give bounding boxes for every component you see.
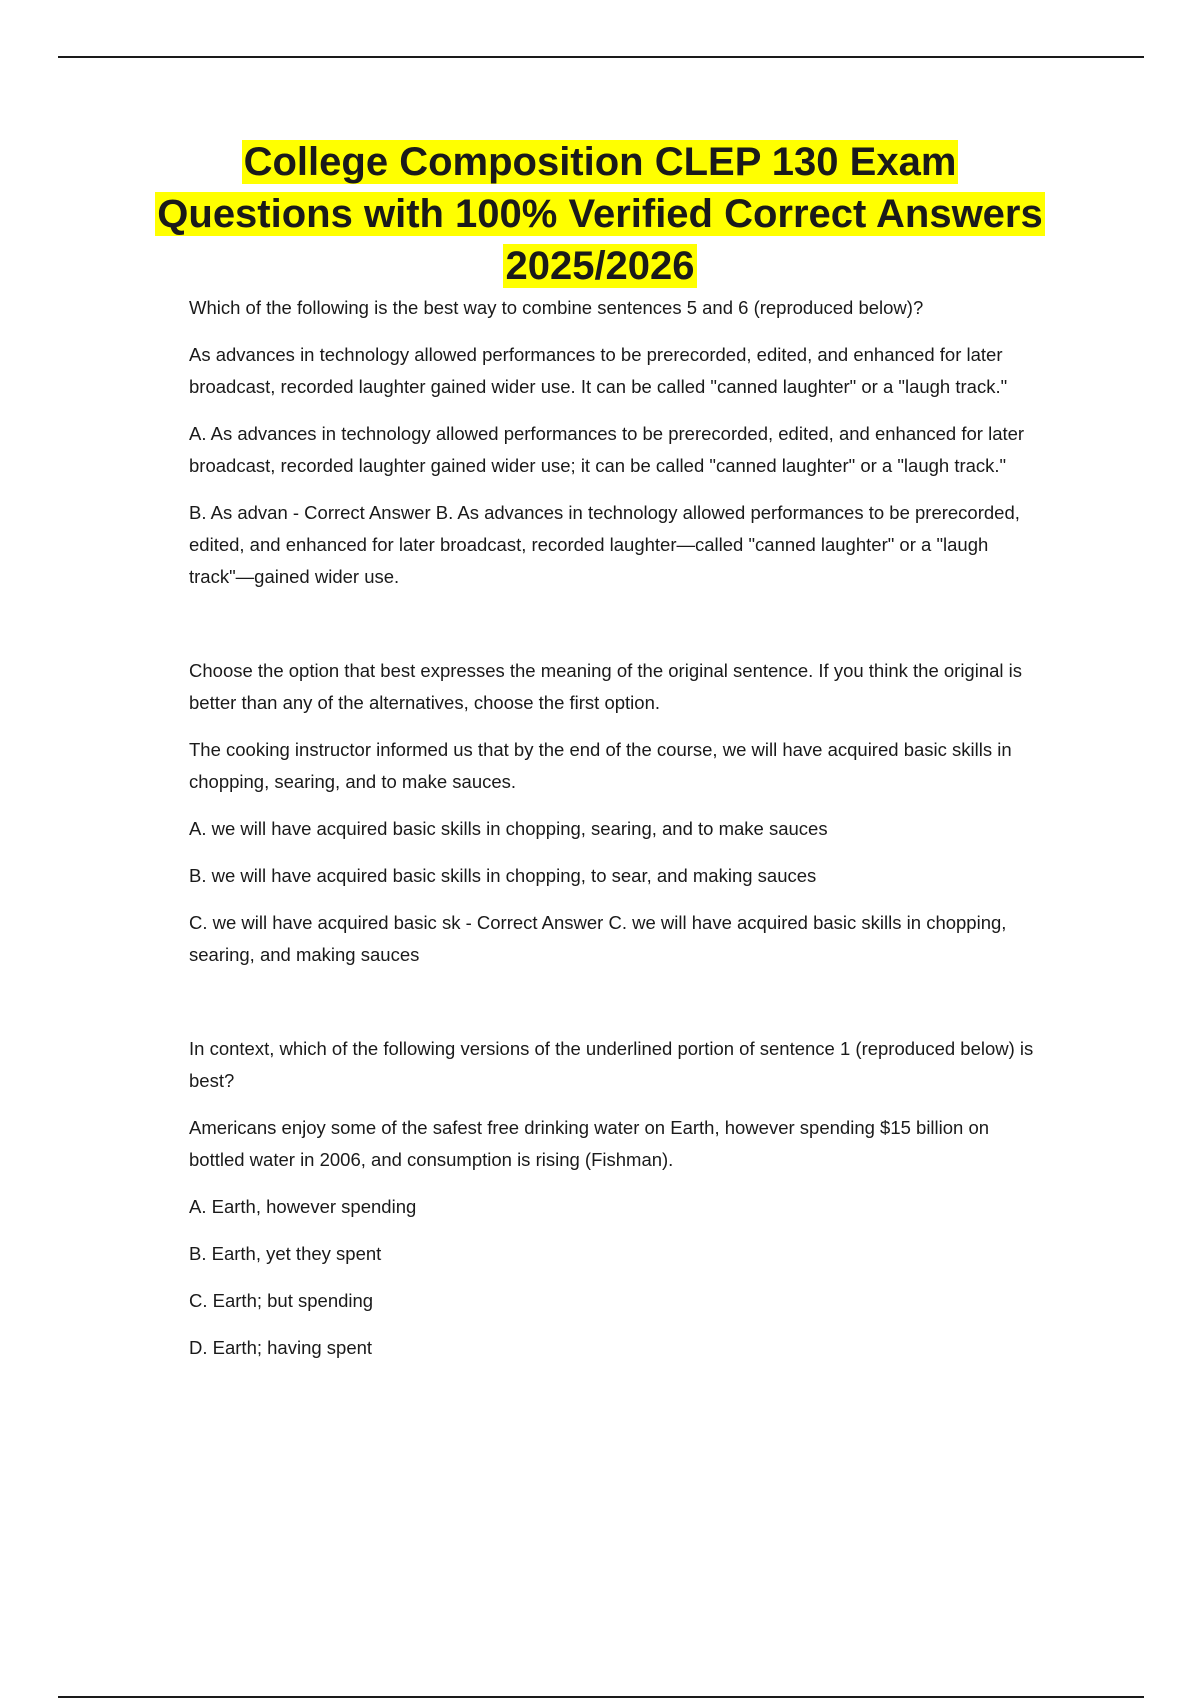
- question-passage: The cooking instructor informed us that by the end of the course, we will have acquired basic skills in chopping, searing, and to make sauces.: [189, 739, 1012, 792]
- question-prompt: In context, which of the following versions of the underlined portion of sentence 1 (reproduced below) is best?: [189, 1038, 1034, 1091]
- question-passage: As advances in technology allowed performances to be prerecorded, edited, and enhanced for later broadcast, recorded laughter gained wider use. It can be called "canned laughter" or a "laugh track.": [189, 344, 1008, 397]
- question-passage: Americans enjoy some of the safest free drinking water on Earth, however spending $15 billion on bottled water in 2006, and consumption is rising (Fishman).: [189, 1117, 990, 1170]
- answer-option: A. we will have acquired basic skills in chopping, searing, and to make sauces: [189, 818, 828, 839]
- question-prompt: Choose the option that best expresses the meaning of the original sentence. If you think the original is better than any of the alternatives, choose the first option.: [189, 660, 1023, 713]
- question-block-1: [189, 292, 1049, 593]
- answer-option: A. As advances in technology allowed performances to be prerecorded, edited, and enhanced for later broadcast, recorded laughter gained wider use; it can be called "canned laughter" or a "laugh track.": [189, 423, 1025, 476]
- answer-option: B. Earth, yet they spent: [189, 1243, 382, 1264]
- answer-option-correct: B. As advan - Correct Answer B. As advances in technology allowed performances to be prerecorded, edited, and enhanced for later broadcast, recorded laughter—called "canned laughter" or a "laugh track"—gained wider use.: [189, 502, 1020, 587]
- document-body: [189, 292, 1049, 1379]
- answer-option: A. Earth, however spending: [189, 1196, 417, 1217]
- question-block-3: [189, 1033, 1049, 1364]
- title-text: College Composition CLEP 130 Exam Questions with 100% Verified Correct Answers 2025/2026: [157, 140, 1043, 288]
- bottom-rule: [58, 1696, 1144, 1698]
- document-title: [150, 136, 1050, 292]
- answer-option: C. Earth; but spending: [189, 1290, 374, 1311]
- answer-option: B. we will have acquired basic skills in chopping, to sear, and making sauces: [189, 865, 817, 886]
- answer-option-correct: C. we will have acquired basic sk - Correct Answer C. we will have acquired basic skills in chopping, searing, and making sauces: [189, 912, 1007, 965]
- question-block-2: [189, 655, 1049, 971]
- top-rule: [58, 56, 1144, 58]
- question-prompt: Which of the following is the best way to combine sentences 5 and 6 (reproduced below)?: [189, 297, 924, 318]
- answer-option: D. Earth; having spent: [189, 1337, 373, 1358]
